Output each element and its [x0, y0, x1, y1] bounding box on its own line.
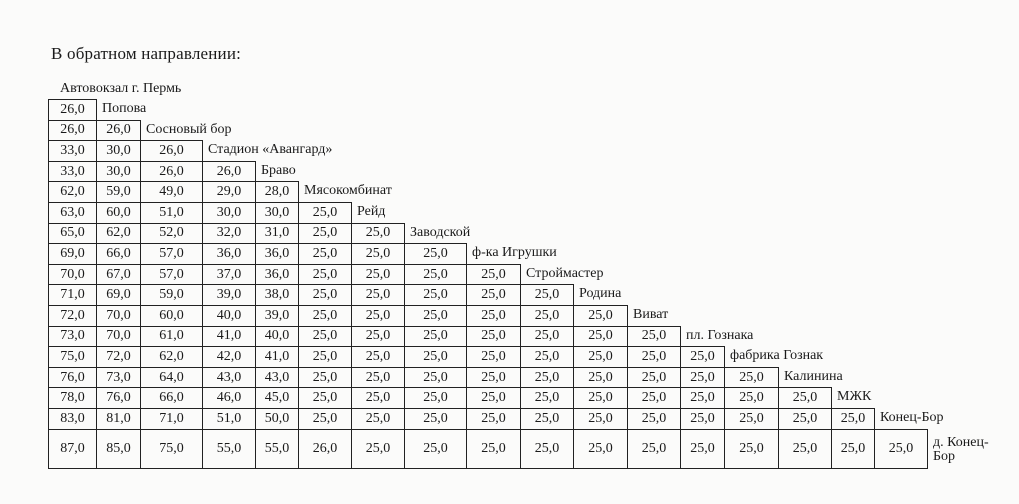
- fare-cell: 38,0: [255, 284, 299, 306]
- fare-cell: 75,0: [140, 429, 203, 469]
- stop-label: Заводской: [410, 224, 471, 240]
- fare-cell: 25,0: [520, 408, 574, 430]
- fare-cell: 25,0: [831, 408, 875, 430]
- page-heading: В обратном направлении:: [51, 44, 242, 63]
- fare-cell: 25,0: [404, 264, 467, 286]
- fare-cell: 25,0: [680, 408, 725, 430]
- fare-cell: 39,0: [202, 284, 256, 306]
- fare-cell: 25,0: [351, 387, 405, 409]
- fare-cell: 55,0: [202, 429, 256, 469]
- fare-cell: 71,0: [140, 408, 203, 430]
- fare-cell: 25,0: [351, 346, 405, 368]
- fare-cell: 26,0: [140, 161, 203, 183]
- fare-cell: 36,0: [202, 243, 256, 265]
- fare-cell: 25,0: [778, 387, 832, 409]
- fare-cell: 73,0: [48, 326, 97, 348]
- fare-cell: 25,0: [520, 305, 574, 327]
- fare-cell: 62,0: [96, 223, 141, 245]
- fare-cell: 75,0: [48, 346, 97, 368]
- fare-cell: 25,0: [466, 387, 521, 409]
- fare-cell: 62,0: [140, 346, 203, 368]
- fare-cell: 25,0: [466, 264, 521, 286]
- fare-cell: 25,0: [680, 346, 725, 368]
- fare-cell: 25,0: [404, 305, 467, 327]
- fare-cell: 26,0: [48, 99, 97, 121]
- fare-cell: 41,0: [202, 326, 256, 348]
- fare-cell: 25,0: [351, 429, 405, 469]
- stop-label: Строймастер: [526, 265, 604, 281]
- fare-cell: 26,0: [48, 120, 97, 142]
- fare-cell: 25,0: [466, 346, 521, 368]
- stop-label: Стадион «Авангард»: [208, 142, 333, 158]
- fare-cell: 30,0: [96, 161, 141, 183]
- fare-cell: 25,0: [627, 429, 681, 469]
- fare-cell: 25,0: [573, 326, 628, 348]
- stop-label: МЖК: [837, 389, 872, 405]
- fare-cell: 64,0: [140, 367, 203, 389]
- fare-cell: 26,0: [96, 120, 141, 142]
- fare-cell: 46,0: [202, 387, 256, 409]
- fare-cell: 25,0: [351, 326, 405, 348]
- fare-cell: 78,0: [48, 387, 97, 409]
- fare-cell: 43,0: [255, 367, 299, 389]
- fare-cell: 25,0: [573, 346, 628, 368]
- fare-cell: 25,0: [724, 408, 779, 430]
- fare-cell: 25,0: [404, 387, 467, 409]
- fare-cell: 72,0: [48, 305, 97, 327]
- stop-label: пл. Гознака: [686, 327, 754, 343]
- fare-cell: 30,0: [202, 202, 256, 224]
- fare-cell: 25,0: [520, 326, 574, 348]
- fare-cell: 40,0: [255, 326, 299, 348]
- fare-cell: 40,0: [202, 305, 256, 327]
- fare-cell: 70,0: [48, 264, 97, 286]
- fare-cell: 25,0: [778, 429, 832, 469]
- fare-cell: 87,0: [48, 429, 97, 469]
- fare-cell: 76,0: [96, 387, 141, 409]
- fare-cell: 25,0: [573, 408, 628, 430]
- fare-cell: 39,0: [255, 305, 299, 327]
- fare-cell: 25,0: [573, 387, 628, 409]
- fare-cell: 25,0: [404, 284, 467, 306]
- fare-cell: 28,0: [255, 181, 299, 203]
- fare-cell: 70,0: [96, 326, 141, 348]
- fare-cell: 66,0: [140, 387, 203, 409]
- fare-cell: 29,0: [202, 181, 256, 203]
- fare-cell: 25,0: [520, 367, 574, 389]
- fare-cell: 25,0: [466, 284, 521, 306]
- fare-cell: 25,0: [404, 326, 467, 348]
- fare-cell: 25,0: [627, 326, 681, 348]
- fare-cell: 52,0: [140, 223, 203, 245]
- fare-cell: 25,0: [466, 305, 521, 327]
- fare-cell: 60,0: [140, 305, 203, 327]
- fare-cell: 57,0: [140, 264, 203, 286]
- fare-cell: 73,0: [96, 367, 141, 389]
- stop-label: Родина: [579, 286, 622, 302]
- stop-label: Попова: [102, 101, 147, 116]
- fare-cell: 25,0: [298, 326, 352, 348]
- fare-cell: 25,0: [351, 305, 405, 327]
- fare-cell: 25,0: [778, 408, 832, 430]
- fare-cell: 42,0: [202, 346, 256, 368]
- fare-cell: 25,0: [831, 429, 875, 469]
- fare-cell: 25,0: [298, 264, 352, 286]
- fare-cell: 31,0: [255, 223, 299, 245]
- fare-cell: 71,0: [48, 284, 97, 306]
- fare-cell: 25,0: [298, 202, 352, 224]
- fare-cell: 59,0: [140, 284, 203, 306]
- fare-cell: 25,0: [724, 367, 779, 389]
- fare-cell: 25,0: [404, 429, 467, 469]
- fare-cell: 25,0: [351, 264, 405, 286]
- fare-cell: 83,0: [48, 408, 97, 430]
- fare-cell: 25,0: [724, 429, 779, 469]
- fare-cell: 25,0: [466, 367, 521, 389]
- fare-cell: 25,0: [404, 346, 467, 368]
- fare-cell: 25,0: [724, 387, 779, 409]
- fare-cell: 30,0: [96, 140, 141, 162]
- fare-cell: 62,0: [48, 181, 97, 203]
- fare-cell: 30,0: [255, 202, 299, 224]
- fare-cell: 51,0: [202, 408, 256, 430]
- stop-label: Виват: [633, 307, 669, 322]
- fare-cell: 25,0: [351, 408, 405, 430]
- fare-cell: 69,0: [96, 284, 141, 306]
- fare-cell: 25,0: [573, 429, 628, 469]
- fare-cell: 25,0: [680, 387, 725, 409]
- fare-cell: 32,0: [202, 223, 256, 245]
- fare-cell: 61,0: [140, 326, 203, 348]
- fare-cell: 67,0: [96, 264, 141, 286]
- fare-cell: 50,0: [255, 408, 299, 430]
- stop-label: д. Конец-Бор: [933, 434, 989, 465]
- fare-cell: 37,0: [202, 264, 256, 286]
- fare-cell: 65,0: [48, 223, 97, 245]
- fare-cell: 36,0: [255, 243, 299, 265]
- stop-label: ф-ка Игрушки: [472, 245, 557, 261]
- fare-cell: 33,0: [48, 161, 97, 183]
- fare-cell: 85,0: [96, 429, 141, 469]
- fare-cell: 72,0: [96, 346, 141, 368]
- fare-cell: 59,0: [96, 181, 141, 203]
- fare-cell: 70,0: [96, 305, 141, 327]
- fare-cell: 25,0: [627, 408, 681, 430]
- fare-cell: 26,0: [298, 429, 352, 469]
- fare-cell: 43,0: [202, 367, 256, 389]
- fare-cell: 25,0: [466, 429, 521, 469]
- stop-label: Рейд: [357, 204, 386, 219]
- fare-cell: 26,0: [140, 140, 203, 162]
- fare-cell: 25,0: [404, 243, 467, 265]
- fare-cell: 69,0: [48, 243, 97, 265]
- fare-cell: 66,0: [96, 243, 141, 265]
- stop-label: Мясокомбинат: [304, 183, 392, 199]
- fare-cell: 25,0: [573, 367, 628, 389]
- fare-cell: 25,0: [627, 346, 681, 368]
- fare-cell: 25,0: [351, 243, 405, 265]
- fare-cell: 25,0: [520, 284, 574, 306]
- stop-label: Сосновый бор: [146, 121, 232, 137]
- fare-cell: 57,0: [140, 243, 203, 265]
- fare-cell: 25,0: [874, 429, 928, 469]
- fare-cell: 81,0: [96, 408, 141, 430]
- fare-cell: 26,0: [202, 161, 256, 183]
- fare-cell: 25,0: [520, 387, 574, 409]
- fare-cell: 51,0: [140, 202, 203, 224]
- stop-label: Браво: [261, 162, 296, 178]
- fare-cell: 33,0: [48, 140, 97, 162]
- fare-cell: 60,0: [96, 202, 141, 224]
- fare-cell: 76,0: [48, 367, 97, 389]
- fare-cell: 63,0: [48, 202, 97, 224]
- stop-label: Калинина: [784, 368, 843, 384]
- fare-cell: 25,0: [298, 408, 352, 430]
- fare-cell: 25,0: [351, 367, 405, 389]
- fare-cell: 25,0: [404, 408, 467, 430]
- fare-cell: 25,0: [351, 284, 405, 306]
- fare-cell: 25,0: [627, 387, 681, 409]
- fare-cell: 25,0: [466, 326, 521, 348]
- fare-cell: 25,0: [680, 367, 725, 389]
- start-stop-label: Автовокзал г. Пермь: [60, 81, 182, 96]
- fare-cell: 25,0: [627, 367, 681, 389]
- fare-cell: 25,0: [520, 429, 574, 469]
- fare-cell: 25,0: [520, 346, 574, 368]
- fare-cell: 25,0: [298, 223, 352, 245]
- fare-cell: 41,0: [255, 346, 299, 368]
- fare-cell: 25,0: [298, 387, 352, 409]
- fare-cell: 25,0: [298, 284, 352, 306]
- fare-cell: 25,0: [573, 305, 628, 327]
- fare-cell: 25,0: [298, 346, 352, 368]
- fare-cell: 25,0: [466, 408, 521, 430]
- fare-cell: 36,0: [255, 264, 299, 286]
- fare-cell: 55,0: [255, 429, 299, 469]
- stop-label: Конец-Бор: [880, 410, 944, 425]
- fare-cell: 25,0: [680, 429, 725, 469]
- fare-cell: 25,0: [298, 305, 352, 327]
- fare-cell: 25,0: [404, 367, 467, 389]
- fare-cell: 25,0: [351, 223, 405, 245]
- fare-cell: 25,0: [298, 367, 352, 389]
- fare-cell: 45,0: [255, 387, 299, 409]
- stop-label: фабрика Гознак: [730, 348, 824, 364]
- fare-cell: 49,0: [140, 181, 203, 203]
- fare-cell: 25,0: [298, 243, 352, 265]
